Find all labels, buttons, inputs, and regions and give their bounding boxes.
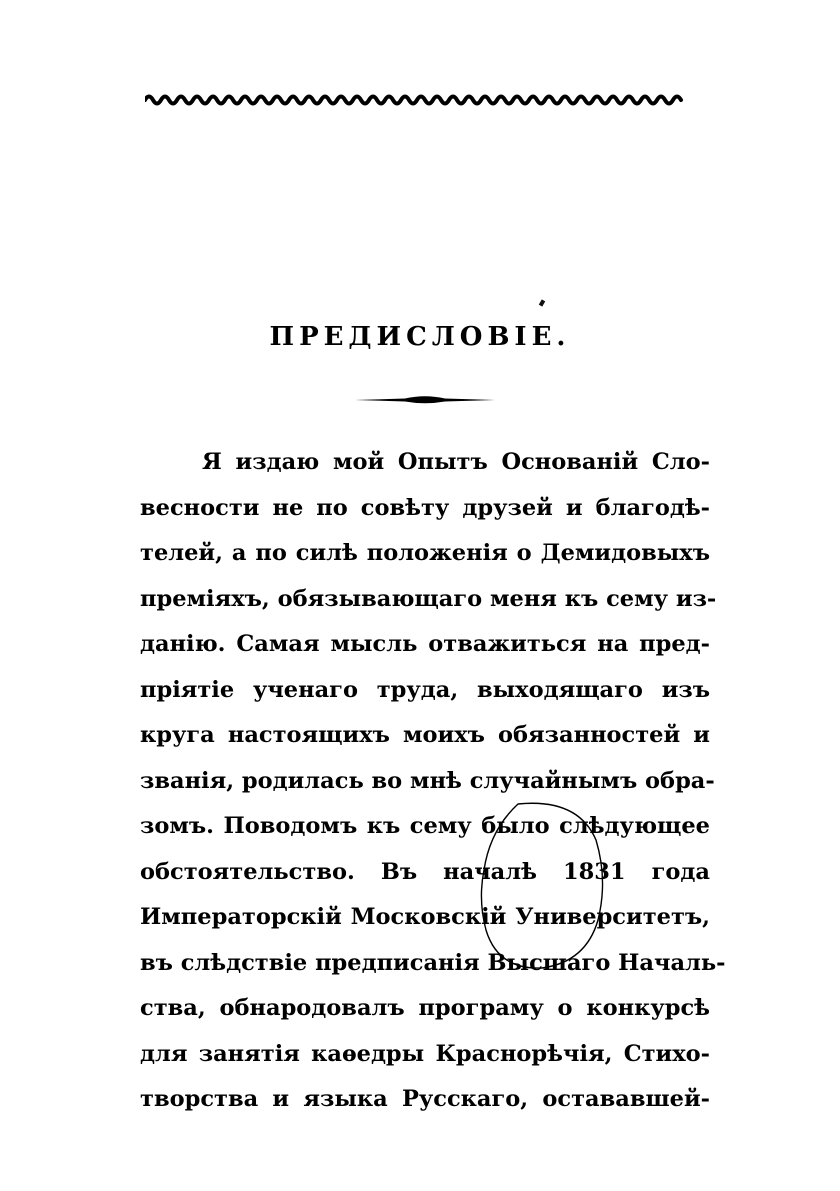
- text-line: Императорскій Московскій Университетъ,: [140, 904, 710, 930]
- ink-speck: [539, 299, 545, 306]
- text-line: телей, а по силѣ положенія о Демидовыхъ: [140, 540, 710, 566]
- text-line: зомъ. Поводомъ къ сему было слѣдующее: [140, 813, 710, 839]
- text-line: весности не по совѣту друзей и благодѣ-: [140, 494, 710, 521]
- text-line: круга настоящихъ моихъ обязанностей и: [140, 722, 710, 748]
- text-line: творства и языка Русскаго, остававшей-: [140, 1086, 710, 1112]
- page-title: ПРЕДИСЛОВІЕ.: [269, 322, 571, 352]
- text-line: ства, обнародовалъ програму о конкурсѣ: [140, 995, 710, 1021]
- text-line: обстоятельство. Въ началѣ 1831 года: [140, 858, 710, 885]
- body-text: [140, 442, 726, 1125]
- text-line: званія, родилась во мнѣ случайнымъ обра-: [140, 767, 715, 794]
- text-line: Я издаю мой Опытъ Основаній Сло-: [202, 449, 710, 475]
- text-line: пріятіе ученаго труда, выходящаго изъ: [140, 676, 710, 703]
- title-rule: [355, 392, 495, 408]
- header-ornament: [145, 88, 710, 112]
- text-line: въ слѣдствіе предписанія Высшаго Началь-: [140, 949, 726, 976]
- text-line: данію. Самая мысль отважиться на пред-: [140, 631, 710, 657]
- text-line: для занятія каѳедры Краснорѣчія, Стихо-: [140, 1040, 710, 1067]
- text-line: преміяхъ, обязывающаго меня къ сему из-: [140, 585, 717, 612]
